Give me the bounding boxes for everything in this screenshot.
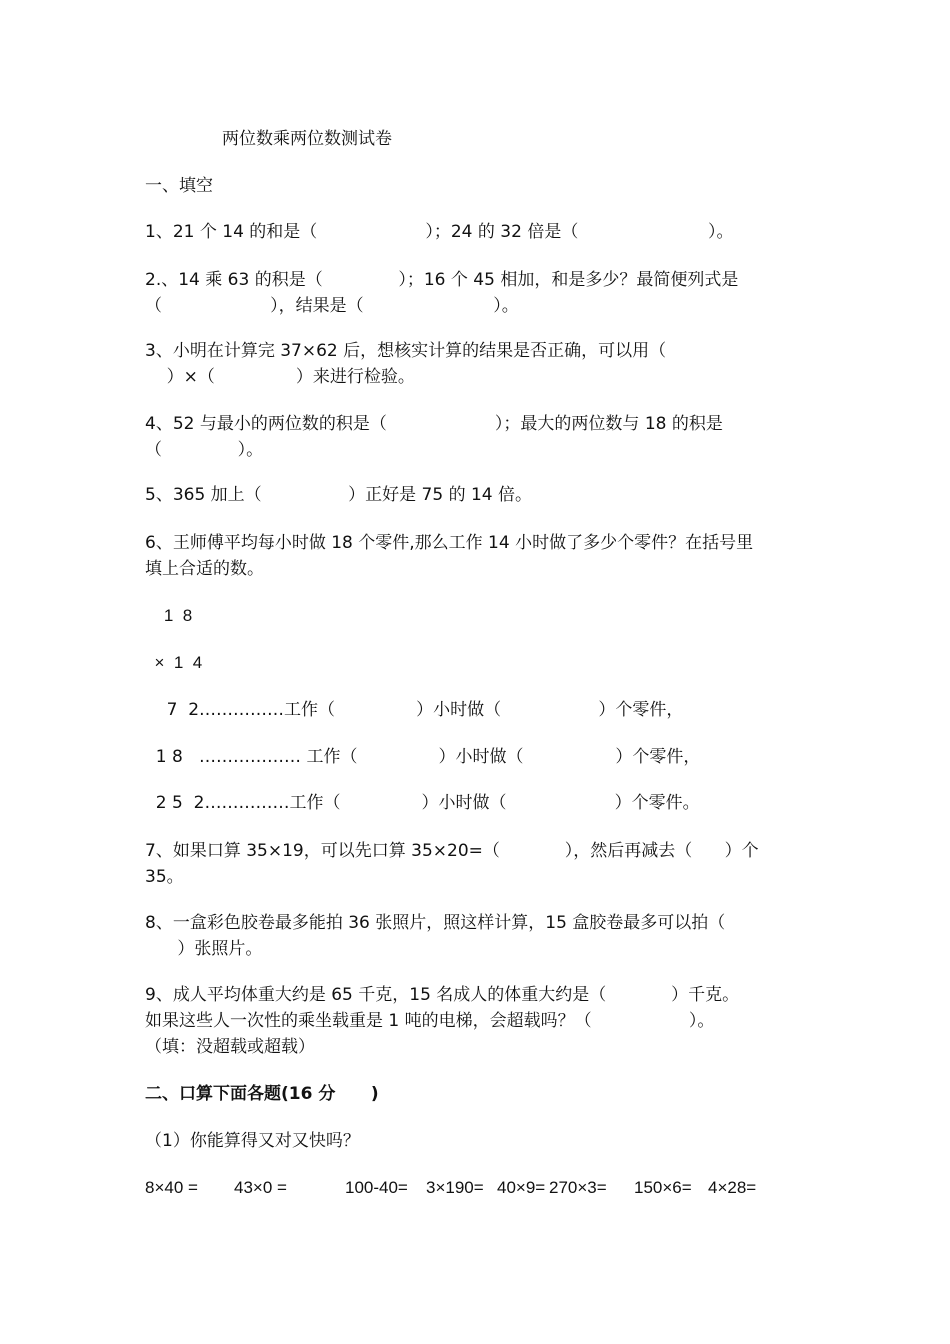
- question-5: 5、365 加上（ ）正好是 75 的 14 倍。: [145, 485, 533, 505]
- calc-row-1: 1 8: [145, 606, 193, 625]
- mental-math-problem: 40×9=: [497, 1178, 546, 1197]
- question-4-line2: （ ）。: [145, 440, 264, 460]
- calc-row-3: 7 2……………工作（ ）小时做（ ）个零件，: [145, 700, 684, 720]
- question-6-line2: 填上合适的数。: [145, 559, 264, 579]
- question-9-line1: 9、成人平均体重大约是 65 千克，15 名成人的体重大约是（ ）千克。: [145, 985, 740, 1005]
- question-4-line1: 4、52 与最小的两位数的积是（ ）；最大的两位数与 18 的积是: [145, 414, 723, 434]
- mental-math-problem: 3×190=: [426, 1178, 484, 1197]
- calc-row-2: × 1 4: [145, 653, 203, 672]
- question-3-line2: ）×（ ）来进行检验。: [145, 367, 415, 387]
- mental-math-problem: 150×6=: [634, 1178, 692, 1197]
- question-9-line2: 如果这些人一次性的乘坐载重是 1 吨的电梯，会超载吗？（ ）。: [145, 1011, 715, 1031]
- mental-math-problem: 270×3=: [549, 1178, 607, 1197]
- question-6-line1: 6、王师傅平均每小时做 18 个零件,那么工作 14 小时做了多少个零件？在括号里: [145, 533, 754, 553]
- question-8-line1: 8、一盒彩色胶卷最多能拍 36 张照片，照这样计算，15 盒胶卷最多可以拍（: [145, 913, 726, 933]
- calc-row-4: 1 8 ……………… 工作（ ）小时做（ ）个零件，: [145, 747, 701, 767]
- question-7-line1: 7、如果口算 35×19，可以先口算 35×20=（ ），然后再减去（ ）个: [145, 841, 759, 861]
- mental-math-row: [0, 1175, 950, 1201]
- section2-sub1: （1）你能算得又对又快吗？: [145, 1131, 360, 1151]
- section2-heading: 二、口算下面各题(16 分 ): [145, 1084, 379, 1104]
- mental-math-problem: 8×40 =: [145, 1178, 198, 1197]
- mental-math-problem: 43×0 =: [234, 1178, 287, 1197]
- question-2-line1: 2.、14 乘 63 的积是（ ）；16 个 45 相加，和是多少？最简便列式是: [145, 270, 739, 290]
- question-8-line2: ）张照片。: [145, 939, 263, 959]
- question-3-line1: 3、小明在计算完 37×62 后，想核实计算的结果是否正确，可以用（: [145, 341, 667, 361]
- mental-math-problem: 100-40=: [345, 1178, 408, 1197]
- calc-row-5: 2 5 2……………工作（ ）小时做（ ）个零件。: [145, 793, 700, 813]
- question-1: 1、21 个 14 的和是（ ）；24 的 32 倍是（ ）。: [145, 222, 734, 242]
- page-title: 两位数乘两位数测试卷: [222, 129, 392, 149]
- question-2-line2: （ ），结果是（ ）。: [145, 296, 519, 316]
- question-7-line2: 35。: [145, 867, 184, 887]
- mental-math-problem: 4×28=: [708, 1178, 757, 1197]
- section1-heading: 一、填空: [145, 176, 213, 196]
- question-9-line3: （填：没超载或超载）: [145, 1037, 315, 1057]
